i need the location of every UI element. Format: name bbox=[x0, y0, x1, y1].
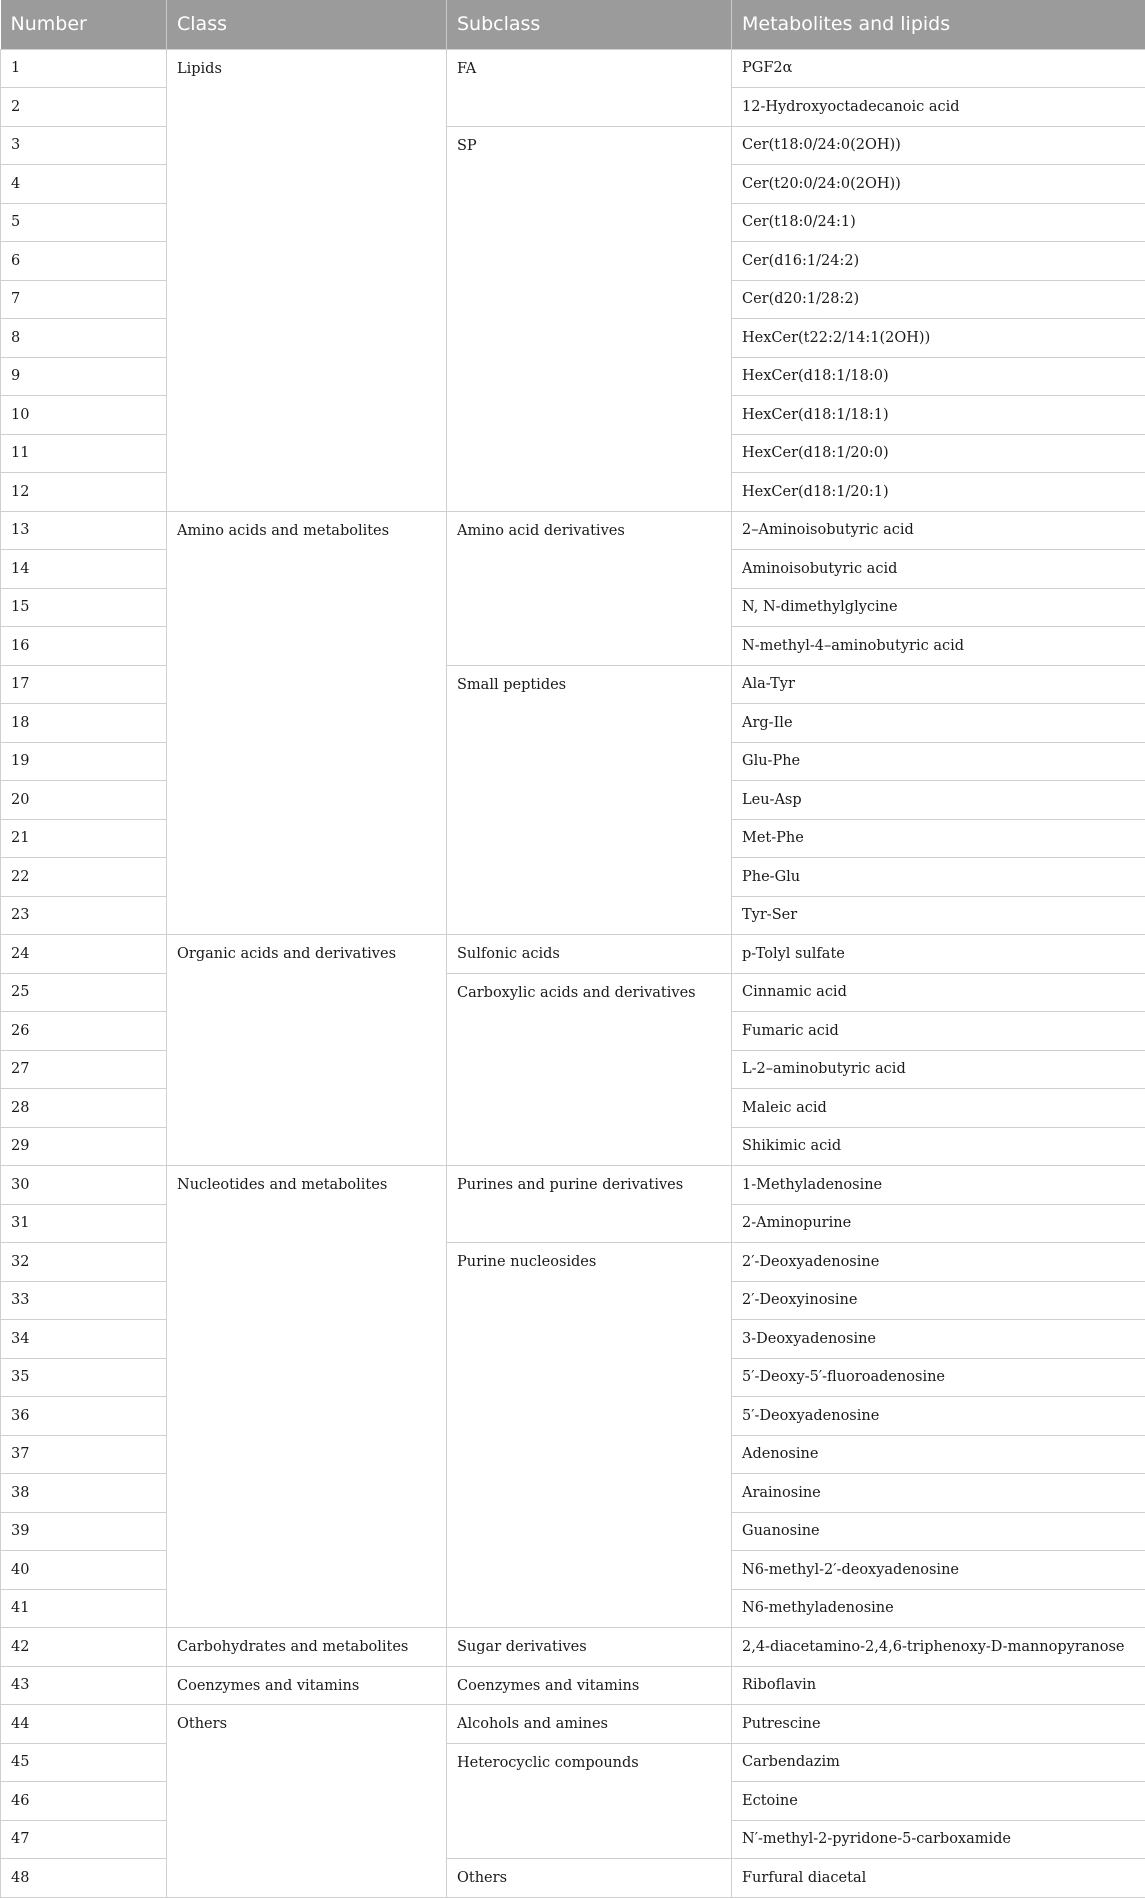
cell-metabolite: Arg-Ile bbox=[732, 704, 1145, 743]
cell-subclass: Purine nucleosides bbox=[447, 1243, 732, 1628]
cell-metabolite: PGF2α bbox=[732, 49, 1145, 88]
header-row bbox=[1, 0, 1145, 49]
cell-subclass: Purines and purine derivatives bbox=[447, 1166, 732, 1243]
cell-number: 41 bbox=[1, 1589, 167, 1628]
cell-number: 23 bbox=[1, 896, 167, 935]
cell-number: 27 bbox=[1, 1050, 167, 1089]
cell-number: 20 bbox=[1, 781, 167, 820]
cell-number: 9 bbox=[1, 357, 167, 396]
cell-number: 14 bbox=[1, 550, 167, 589]
cell-number: 30 bbox=[1, 1166, 167, 1205]
cell-number: 36 bbox=[1, 1397, 167, 1436]
cell-metabolite: Riboflavin bbox=[732, 1666, 1145, 1705]
cell-number: 40 bbox=[1, 1551, 167, 1590]
cell-number: 17 bbox=[1, 665, 167, 704]
cell-number: 34 bbox=[1, 1320, 167, 1359]
cell-metabolite: Adenosine bbox=[732, 1435, 1145, 1474]
cell-number: 10 bbox=[1, 396, 167, 435]
cell-metabolite: 1-Methyladenosine bbox=[732, 1166, 1145, 1205]
cell-metabolite: Cer(d16:1/24:2) bbox=[732, 242, 1145, 281]
cell-metabolite: Putrescine bbox=[732, 1705, 1145, 1744]
cell-metabolite: 2′-Deoxyadenosine bbox=[732, 1243, 1145, 1282]
cell-subclass: Sugar derivatives bbox=[447, 1628, 732, 1667]
cell-number: 22 bbox=[1, 858, 167, 897]
cell-subclass: Small peptides bbox=[447, 665, 732, 935]
cell-number: 5 bbox=[1, 203, 167, 242]
cell-number: 32 bbox=[1, 1243, 167, 1282]
cell-metabolite: 2,4-diacetamino-2,4,6-triphenoxy-D-mannopyranose bbox=[732, 1628, 1145, 1667]
cell-metabolite: HexCer(d18:1/20:0) bbox=[732, 434, 1145, 473]
cell-metabolite: L-2–aminobutyric acid bbox=[732, 1050, 1145, 1089]
cell-subclass: Coenzymes and vitamins bbox=[447, 1666, 732, 1705]
cell-metabolite: Met-Phe bbox=[732, 819, 1145, 858]
cell-metabolite: N′-methyl-2-pyridone-5-carboxamide bbox=[732, 1820, 1145, 1859]
cell-subclass: SP bbox=[447, 126, 732, 511]
cell-number: 48 bbox=[1, 1859, 167, 1898]
cell-class: Organic acids and derivatives bbox=[167, 935, 447, 1166]
cell-number: 2 bbox=[1, 88, 167, 127]
cell-number: 4 bbox=[1, 165, 167, 204]
cell-class: Lipids bbox=[167, 49, 447, 511]
header-metabolites: Metabolites and lipids bbox=[732, 0, 1145, 49]
cell-metabolite: p-Tolyl sulfate bbox=[732, 935, 1145, 974]
cell-number: 47 bbox=[1, 1820, 167, 1859]
cell-metabolite: Arainosine bbox=[732, 1474, 1145, 1513]
cell-metabolite: 2′-Deoxyinosine bbox=[732, 1281, 1145, 1320]
cell-subclass: Heterocyclic compounds bbox=[447, 1743, 732, 1859]
cell-subclass: Carboxylic acids and derivatives bbox=[447, 973, 732, 1166]
cell-metabolite: Leu-Asp bbox=[732, 781, 1145, 820]
cell-number: 6 bbox=[1, 242, 167, 281]
cell-subclass: Sulfonic acids bbox=[447, 935, 732, 974]
table-row bbox=[1, 1166, 1145, 1205]
cell-number: 24 bbox=[1, 935, 167, 974]
header-class: Class bbox=[167, 0, 447, 49]
cell-subclass: Amino acid derivatives bbox=[447, 511, 732, 665]
cell-metabolite: Cer(t18:0/24:0(2OH)) bbox=[732, 126, 1145, 165]
header-subclass: Subclass bbox=[447, 0, 732, 49]
cell-metabolite: Cinnamic acid bbox=[732, 973, 1145, 1012]
table-row bbox=[1, 1666, 1145, 1705]
cell-metabolite: N-methyl-4–aminobutyric acid bbox=[732, 627, 1145, 666]
cell-number: 18 bbox=[1, 704, 167, 743]
cell-number: 3 bbox=[1, 126, 167, 165]
cell-metabolite: Glu-Phe bbox=[732, 742, 1145, 781]
cell-number: 39 bbox=[1, 1512, 167, 1551]
cell-metabolite: HexCer(d18:1/20:1) bbox=[732, 473, 1145, 512]
cell-metabolite: Maleic acid bbox=[732, 1089, 1145, 1128]
cell-number: 15 bbox=[1, 588, 167, 627]
header-number: Number bbox=[1, 0, 167, 49]
cell-metabolite: Shikimic acid bbox=[732, 1127, 1145, 1166]
cell-number: 44 bbox=[1, 1705, 167, 1744]
cell-subclass: Others bbox=[447, 1859, 732, 1898]
cell-number: 33 bbox=[1, 1281, 167, 1320]
table-row bbox=[1, 935, 1145, 974]
cell-metabolite: Fumaric acid bbox=[732, 1012, 1145, 1051]
table-header bbox=[1, 0, 1145, 49]
cell-number: 37 bbox=[1, 1435, 167, 1474]
cell-class: Nucleotides and metabolites bbox=[167, 1166, 447, 1628]
cell-metabolite: Guanosine bbox=[732, 1512, 1145, 1551]
cell-metabolite: Cer(t20:0/24:0(2OH)) bbox=[732, 165, 1145, 204]
cell-subclass: FA bbox=[447, 49, 732, 126]
cell-class: Coenzymes and vitamins bbox=[167, 1666, 447, 1705]
cell-number: 35 bbox=[1, 1358, 167, 1397]
cell-number: 45 bbox=[1, 1743, 167, 1782]
cell-number: 46 bbox=[1, 1782, 167, 1821]
cell-metabolite: Aminoisobutyric acid bbox=[732, 550, 1145, 589]
cell-number: 8 bbox=[1, 319, 167, 358]
table-row bbox=[1, 49, 1145, 88]
cell-number: 1 bbox=[1, 49, 167, 88]
cell-metabolite: N, N-dimethylglycine bbox=[732, 588, 1145, 627]
cell-metabolite: HexCer(t22:2/14:1(2OH)) bbox=[732, 319, 1145, 358]
cell-subclass: Alcohols and amines bbox=[447, 1705, 732, 1744]
table-row bbox=[1, 1628, 1145, 1667]
cell-metabolite: Ectoine bbox=[732, 1782, 1145, 1821]
cell-class: Others bbox=[167, 1705, 447, 1898]
cell-metabolite: Carbendazim bbox=[732, 1743, 1145, 1782]
table-row bbox=[1, 1705, 1145, 1744]
cell-number: 25 bbox=[1, 973, 167, 1012]
cell-number: 21 bbox=[1, 819, 167, 858]
cell-metabolite: 2–Aminoisobutyric acid bbox=[732, 511, 1145, 550]
table-body bbox=[1, 49, 1145, 1897]
cell-metabolite: 2-Aminopurine bbox=[732, 1204, 1145, 1243]
cell-class: Carbohydrates and metabolites bbox=[167, 1628, 447, 1667]
cell-number: 26 bbox=[1, 1012, 167, 1051]
cell-number: 28 bbox=[1, 1089, 167, 1128]
cell-number: 11 bbox=[1, 434, 167, 473]
cell-metabolite: Tyr-Ser bbox=[732, 896, 1145, 935]
cell-metabolite: Cer(t18:0/24:1) bbox=[732, 203, 1145, 242]
cell-metabolite: N6-methyl-2′-deoxyadenosine bbox=[732, 1551, 1145, 1590]
cell-number: 29 bbox=[1, 1127, 167, 1166]
cell-metabolite: HexCer(d18:1/18:1) bbox=[732, 396, 1145, 435]
cell-metabolite: Phe-Glu bbox=[732, 858, 1145, 897]
cell-number: 19 bbox=[1, 742, 167, 781]
cell-number: 38 bbox=[1, 1474, 167, 1513]
cell-metabolite: Ala-Tyr bbox=[732, 665, 1145, 704]
cell-metabolite: 12-Hydroxyoctadecanoic acid bbox=[732, 88, 1145, 127]
cell-number: 42 bbox=[1, 1628, 167, 1667]
cell-metabolite: 3-Deoxyadenosine bbox=[732, 1320, 1145, 1359]
cell-metabolite: N6-methyladenosine bbox=[732, 1589, 1145, 1628]
cell-number: 13 bbox=[1, 511, 167, 550]
cell-metabolite: 5′-Deoxy-5′-fluoroadenosine bbox=[732, 1358, 1145, 1397]
cell-metabolite: Furfural diacetal bbox=[732, 1859, 1145, 1898]
cell-number: 12 bbox=[1, 473, 167, 512]
cell-number: 31 bbox=[1, 1204, 167, 1243]
cell-number: 16 bbox=[1, 627, 167, 666]
cell-metabolite: 5′-Deoxyadenosine bbox=[732, 1397, 1145, 1436]
cell-class: Amino acids and metabolites bbox=[167, 511, 447, 935]
cell-metabolite: Cer(d20:1/28:2) bbox=[732, 280, 1145, 319]
cell-number: 7 bbox=[1, 280, 167, 319]
table-row bbox=[1, 511, 1145, 550]
cell-number: 43 bbox=[1, 1666, 167, 1705]
cell-metabolite: HexCer(d18:1/18:0) bbox=[732, 357, 1145, 396]
